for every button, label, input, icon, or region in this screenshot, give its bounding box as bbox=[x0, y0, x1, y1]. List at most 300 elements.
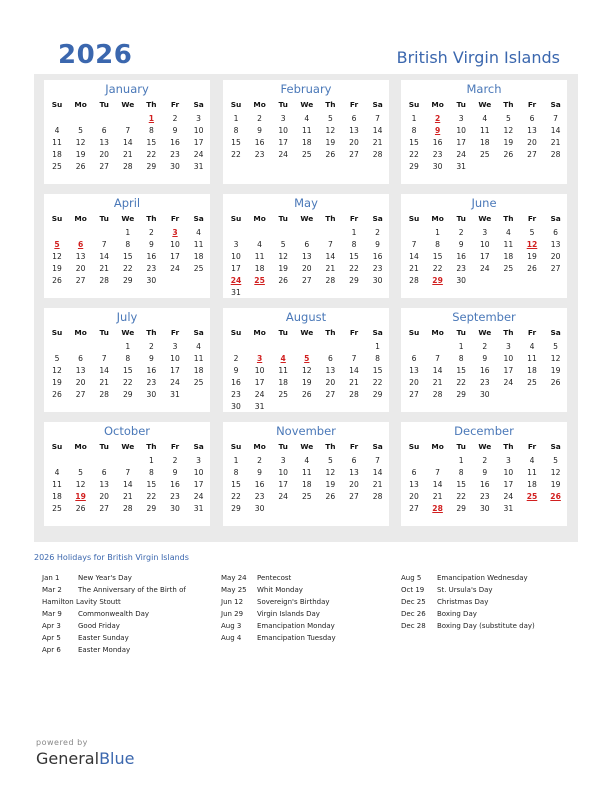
day-cell: 15 bbox=[122, 366, 133, 375]
day-cell: 15 bbox=[372, 366, 383, 375]
holiday-day-cell: 19 bbox=[75, 492, 86, 501]
day-cell: 9 bbox=[458, 240, 464, 249]
day-cell: 2 bbox=[172, 114, 178, 123]
day-cell: 13 bbox=[75, 366, 86, 375]
day-cell: 25 bbox=[52, 162, 62, 171]
month-july bbox=[44, 308, 210, 412]
holiday-date: Apr 6 bbox=[42, 646, 61, 654]
day-cell: 21 bbox=[325, 264, 336, 273]
day-cell: 14 bbox=[432, 366, 443, 375]
weekday-label: Sa bbox=[550, 442, 561, 451]
day-cell: 31 bbox=[503, 504, 514, 513]
brand-blue: Blue bbox=[99, 749, 135, 768]
day-cell: 30 bbox=[432, 162, 443, 171]
day-cell: 9 bbox=[257, 468, 263, 477]
month-name: July bbox=[116, 310, 138, 324]
day-cell: 11 bbox=[527, 468, 537, 477]
day-cell: 12 bbox=[550, 354, 561, 363]
day-cell: 20 bbox=[99, 150, 110, 159]
day-cell: 12 bbox=[301, 366, 312, 375]
holiday-name: Whit Monday bbox=[257, 586, 303, 594]
day-cell: 15 bbox=[456, 480, 467, 489]
day-cell: 21 bbox=[372, 480, 383, 489]
day-cell: 12 bbox=[503, 126, 514, 135]
day-cell: 7 bbox=[411, 240, 417, 249]
weekday-label: Mo bbox=[74, 328, 87, 337]
day-cell: 4 bbox=[505, 228, 511, 237]
weekday-label: We bbox=[300, 328, 314, 337]
day-cell: 19 bbox=[75, 150, 86, 159]
day-cell: 16 bbox=[254, 480, 265, 489]
day-cell: 8 bbox=[148, 126, 154, 135]
day-cell: 12 bbox=[75, 480, 86, 489]
day-cell: 26 bbox=[503, 150, 514, 159]
weekday-label: Fr bbox=[349, 442, 359, 451]
day-cell: 13 bbox=[527, 126, 537, 135]
day-cell: 29 bbox=[122, 276, 133, 285]
weekday-label: Sa bbox=[372, 328, 383, 337]
day-cell: 17 bbox=[170, 366, 180, 375]
weekday-label: Mo bbox=[74, 442, 87, 451]
brand-logo[interactable] bbox=[36, 749, 134, 768]
day-cell: 17 bbox=[456, 138, 467, 147]
holiday-date: May 25 bbox=[221, 586, 247, 594]
day-cell: 28 bbox=[349, 390, 359, 399]
weekday-label: Fr bbox=[170, 328, 180, 337]
weekday-label: Fr bbox=[170, 214, 180, 223]
weekday-label: Su bbox=[408, 214, 420, 223]
weekday-label: Mo bbox=[253, 442, 266, 451]
day-cell: 24 bbox=[479, 264, 490, 273]
day-cell: 6 bbox=[304, 240, 310, 249]
day-cell: 7 bbox=[327, 240, 333, 249]
day-cell: 31 bbox=[193, 504, 204, 513]
holiday-item bbox=[42, 586, 186, 598]
holiday-date: Jun 29 bbox=[221, 610, 244, 618]
day-cell: 21 bbox=[409, 264, 419, 273]
day-cell: 6 bbox=[411, 468, 417, 477]
day-cell: 10 bbox=[170, 240, 180, 249]
day-cell: 5 bbox=[54, 354, 60, 363]
day-cell: 25 bbox=[52, 504, 62, 513]
day-cell: 12 bbox=[550, 468, 561, 477]
weekday-label: Mo bbox=[253, 214, 266, 223]
day-cell: 1 bbox=[125, 342, 131, 351]
holiday-date: Aug 4 bbox=[221, 634, 242, 642]
day-cell: 8 bbox=[148, 468, 154, 477]
day-cell: 17 bbox=[278, 138, 289, 147]
weekday-label: Th bbox=[146, 328, 157, 337]
holiday-day-cell: 3 bbox=[172, 228, 178, 237]
day-cell: 19 bbox=[550, 480, 561, 489]
day-cell: 28 bbox=[122, 504, 133, 513]
weekday-header bbox=[223, 328, 389, 338]
day-cell: 3 bbox=[196, 456, 202, 465]
day-cell: 3 bbox=[196, 114, 202, 123]
day-cell: 25 bbox=[278, 390, 289, 399]
day-cell: 11 bbox=[52, 480, 62, 489]
day-cell: 10 bbox=[254, 366, 265, 375]
holiday-date: Dec 28 bbox=[401, 622, 426, 630]
day-cell: 8 bbox=[125, 354, 131, 363]
day-cell: 5 bbox=[327, 114, 333, 123]
day-cell: 12 bbox=[325, 468, 336, 477]
day-cell: 17 bbox=[193, 138, 204, 147]
day-cell: 16 bbox=[146, 366, 157, 375]
day-cell: 4 bbox=[196, 228, 202, 237]
day-cell: 5 bbox=[327, 456, 333, 465]
day-cell: 14 bbox=[550, 126, 561, 135]
weekday-label: Fr bbox=[527, 100, 537, 109]
day-cell: 12 bbox=[278, 252, 289, 261]
weekday-header bbox=[401, 214, 567, 224]
month-december bbox=[401, 422, 567, 526]
day-cell: 11 bbox=[479, 126, 490, 135]
holiday-name-continued: Hamilton Lavity Stoutt bbox=[42, 598, 121, 606]
weekday-label: We bbox=[121, 442, 135, 451]
day-cell: 13 bbox=[325, 366, 336, 375]
day-cell: 22 bbox=[349, 264, 359, 273]
day-cell: 16 bbox=[146, 252, 157, 261]
day-cell: 11 bbox=[301, 468, 312, 477]
day-cell: 26 bbox=[52, 276, 62, 285]
weekday-label: We bbox=[121, 214, 135, 223]
day-cell: 20 bbox=[409, 492, 419, 501]
day-cell: 7 bbox=[435, 468, 441, 477]
weekday-label: Tu bbox=[278, 214, 288, 223]
weekday-label: Fr bbox=[170, 100, 180, 109]
day-cell: 10 bbox=[170, 354, 180, 363]
day-cell: 10 bbox=[278, 126, 289, 135]
day-cell: 13 bbox=[301, 252, 312, 261]
day-cell: 21 bbox=[432, 492, 443, 501]
day-cell: 11 bbox=[503, 240, 514, 249]
day-cell: 13 bbox=[99, 480, 110, 489]
day-cell: 23 bbox=[146, 264, 157, 273]
day-cell: 7 bbox=[375, 456, 381, 465]
day-cell: 29 bbox=[146, 504, 157, 513]
day-cell: 21 bbox=[122, 492, 133, 501]
day-grid bbox=[223, 228, 389, 300]
holiday-name: Easter Sunday bbox=[78, 634, 129, 642]
weekday-label: We bbox=[300, 214, 314, 223]
day-cell: 25 bbox=[301, 150, 312, 159]
weekday-header bbox=[44, 328, 210, 338]
day-cell: 25 bbox=[527, 378, 537, 387]
day-cell: 28 bbox=[325, 276, 336, 285]
country-title: British Virgin Islands bbox=[396, 48, 560, 67]
day-cell: 28 bbox=[99, 390, 110, 399]
month-november bbox=[223, 422, 389, 526]
day-cell: 2 bbox=[172, 456, 178, 465]
day-cell: 4 bbox=[529, 456, 535, 465]
day-cell: 5 bbox=[78, 468, 84, 477]
day-cell: 16 bbox=[432, 138, 443, 147]
day-cell: 23 bbox=[372, 264, 383, 273]
weekday-label: Tu bbox=[99, 328, 109, 337]
day-cell: 18 bbox=[52, 150, 62, 159]
day-cell: 1 bbox=[148, 456, 154, 465]
day-cell: 29 bbox=[409, 162, 419, 171]
day-cell: 2 bbox=[148, 228, 154, 237]
month-january bbox=[44, 80, 210, 184]
day-cell: 7 bbox=[101, 354, 107, 363]
day-cell: 30 bbox=[456, 276, 467, 285]
month-name: February bbox=[280, 82, 332, 96]
day-cell: 9 bbox=[148, 240, 154, 249]
day-cell: 3 bbox=[172, 342, 178, 351]
day-cell: 16 bbox=[254, 138, 265, 147]
day-cell: 15 bbox=[231, 138, 241, 147]
day-cell: 30 bbox=[146, 276, 157, 285]
day-cell: 7 bbox=[125, 126, 131, 135]
weekday-header bbox=[401, 328, 567, 338]
holiday-day-cell: 26 bbox=[550, 492, 561, 501]
holiday-name: Christmas Day bbox=[437, 598, 489, 606]
weekday-label: Th bbox=[503, 214, 514, 223]
day-cell: 22 bbox=[146, 492, 157, 501]
day-cell: 20 bbox=[325, 378, 336, 387]
day-cell: 8 bbox=[233, 126, 239, 135]
weekday-label: Mo bbox=[431, 100, 444, 109]
weekday-label: We bbox=[300, 442, 314, 451]
day-cell: 27 bbox=[550, 264, 561, 273]
day-cell: 19 bbox=[325, 138, 336, 147]
day-cell: 18 bbox=[301, 138, 312, 147]
day-cell: 11 bbox=[301, 126, 312, 135]
day-cell: 25 bbox=[193, 378, 204, 387]
day-cell: 11 bbox=[527, 354, 537, 363]
day-cell: 4 bbox=[304, 114, 310, 123]
day-cell: 28 bbox=[372, 150, 383, 159]
weekday-label: Mo bbox=[253, 100, 266, 109]
day-cell: 22 bbox=[456, 378, 467, 387]
year-title: 2026 bbox=[58, 40, 133, 70]
day-cell: 23 bbox=[254, 150, 265, 159]
weekday-header bbox=[401, 100, 567, 110]
day-cell: 24 bbox=[503, 492, 514, 501]
day-cell: 18 bbox=[193, 366, 204, 375]
day-cell: 19 bbox=[278, 264, 289, 273]
day-cell: 25 bbox=[479, 150, 490, 159]
day-cell: 27 bbox=[325, 390, 336, 399]
day-cell: 22 bbox=[122, 264, 133, 273]
holiday-item bbox=[42, 622, 121, 634]
day-grid bbox=[44, 342, 210, 414]
day-cell: 16 bbox=[456, 252, 467, 261]
weekday-label: Su bbox=[230, 214, 242, 223]
day-cell: 16 bbox=[170, 480, 180, 489]
weekday-label: Sa bbox=[193, 214, 204, 223]
weekday-label: Tu bbox=[456, 328, 466, 337]
day-cell: 28 bbox=[550, 150, 561, 159]
day-cell: 26 bbox=[325, 492, 336, 501]
day-cell: 19 bbox=[325, 480, 336, 489]
month-name: August bbox=[285, 310, 327, 324]
month-april bbox=[44, 194, 210, 298]
day-cell: 2 bbox=[482, 456, 488, 465]
weekday-header bbox=[44, 100, 210, 110]
day-cell: 24 bbox=[170, 264, 180, 273]
day-cell: 13 bbox=[99, 138, 110, 147]
day-cell: 3 bbox=[505, 456, 511, 465]
day-cell: 7 bbox=[125, 468, 131, 477]
weekday-label: Tu bbox=[456, 214, 466, 223]
holiday-date: Apr 5 bbox=[42, 634, 61, 642]
weekday-label: Fr bbox=[349, 100, 359, 109]
holiday-date: Mar 9 bbox=[42, 610, 62, 618]
day-cell: 30 bbox=[479, 390, 490, 399]
day-cell: 22 bbox=[432, 264, 443, 273]
day-cell: 1 bbox=[458, 342, 464, 351]
weekday-label: Sa bbox=[550, 328, 561, 337]
day-cell: 24 bbox=[254, 390, 265, 399]
day-cell: 1 bbox=[233, 114, 239, 123]
day-cell: 1 bbox=[411, 114, 417, 123]
day-cell: 10 bbox=[456, 126, 467, 135]
day-cell: 27 bbox=[349, 492, 359, 501]
day-cell: 18 bbox=[527, 480, 537, 489]
day-cell: 18 bbox=[479, 138, 490, 147]
weekday-label: Su bbox=[230, 442, 242, 451]
day-cell: 20 bbox=[550, 252, 561, 261]
day-cell: 20 bbox=[349, 138, 359, 147]
day-cell: 31 bbox=[170, 390, 180, 399]
day-cell: 28 bbox=[122, 162, 133, 171]
holiday-name: Sovereign's Birthday bbox=[257, 598, 330, 606]
day-cell: 9 bbox=[482, 354, 488, 363]
weekday-label: Fr bbox=[527, 328, 537, 337]
month-march bbox=[401, 80, 567, 184]
holiday-day-cell: 29 bbox=[432, 276, 443, 285]
day-cell: 15 bbox=[146, 138, 157, 147]
day-cell: 29 bbox=[456, 504, 467, 513]
holiday-day-cell: 28 bbox=[432, 504, 443, 513]
day-cell: 1 bbox=[351, 228, 357, 237]
day-cell: 19 bbox=[301, 378, 312, 387]
day-cell: 17 bbox=[193, 480, 204, 489]
weekday-label: Th bbox=[146, 100, 157, 109]
day-cell: 21 bbox=[432, 378, 443, 387]
day-cell: 18 bbox=[503, 252, 514, 261]
day-cell: 31 bbox=[456, 162, 467, 171]
day-cell: 11 bbox=[193, 354, 204, 363]
day-cell: 26 bbox=[527, 264, 537, 273]
day-cell: 9 bbox=[375, 240, 381, 249]
day-cell: 27 bbox=[527, 150, 537, 159]
day-cell: 21 bbox=[99, 378, 110, 387]
day-cell: 3 bbox=[482, 228, 488, 237]
weekday-label: Mo bbox=[431, 214, 444, 223]
holiday-day-cell: 6 bbox=[77, 240, 84, 249]
holiday-day-cell: 12 bbox=[526, 240, 538, 249]
holiday-date: Mar 2 bbox=[42, 586, 62, 594]
day-cell: 19 bbox=[52, 378, 62, 387]
day-cell: 13 bbox=[349, 468, 359, 477]
day-cell: 20 bbox=[99, 492, 110, 501]
holiday-name: Emancipation Wednesday bbox=[437, 574, 528, 582]
day-cell: 30 bbox=[170, 504, 180, 513]
day-cell: 8 bbox=[458, 354, 464, 363]
day-cell: 23 bbox=[479, 378, 490, 387]
day-cell: 27 bbox=[75, 276, 86, 285]
holiday-name: Good Friday bbox=[78, 622, 120, 630]
day-grid bbox=[44, 114, 210, 186]
day-cell: 2 bbox=[482, 342, 488, 351]
day-cell: 22 bbox=[122, 378, 133, 387]
day-cell: 1 bbox=[233, 456, 239, 465]
weekday-label: Sa bbox=[193, 328, 204, 337]
weekday-label: Mo bbox=[253, 328, 266, 337]
day-cell: 8 bbox=[411, 126, 417, 135]
day-cell: 30 bbox=[170, 162, 180, 171]
day-cell: 12 bbox=[325, 126, 336, 135]
day-cell: 31 bbox=[254, 402, 265, 411]
day-cell: 14 bbox=[99, 366, 110, 375]
day-cell: 31 bbox=[231, 288, 241, 297]
day-cell: 10 bbox=[503, 354, 514, 363]
day-cell: 30 bbox=[254, 504, 265, 513]
day-grid bbox=[44, 456, 210, 528]
weekday-label: Su bbox=[408, 100, 420, 109]
day-cell: 10 bbox=[193, 126, 204, 135]
day-cell: 20 bbox=[409, 378, 419, 387]
day-cell: 24 bbox=[503, 378, 514, 387]
weekday-header bbox=[223, 214, 389, 224]
day-cell: 2 bbox=[257, 114, 263, 123]
holiday-name: New Year's Day bbox=[78, 574, 132, 582]
month-august bbox=[223, 308, 389, 412]
holiday-day-cell: 1 bbox=[148, 114, 155, 123]
day-cell: 30 bbox=[231, 402, 241, 411]
day-cell: 15 bbox=[432, 252, 443, 261]
day-cell: 18 bbox=[278, 378, 289, 387]
weekday-label: Fr bbox=[527, 214, 537, 223]
day-cell: 4 bbox=[196, 342, 202, 351]
day-cell: 13 bbox=[409, 366, 419, 375]
day-cell: 17 bbox=[479, 252, 490, 261]
day-cell: 4 bbox=[54, 468, 60, 477]
day-cell: 7 bbox=[351, 354, 357, 363]
day-cell: 29 bbox=[456, 390, 467, 399]
day-cell: 29 bbox=[372, 390, 383, 399]
day-cell: 24 bbox=[456, 150, 467, 159]
holiday-day-cell: 4 bbox=[280, 354, 286, 363]
day-grid bbox=[401, 114, 567, 186]
day-cell: 30 bbox=[146, 390, 157, 399]
day-cell: 14 bbox=[409, 252, 419, 261]
day-cell: 13 bbox=[409, 480, 419, 489]
weekday-header bbox=[44, 442, 210, 452]
brand-general: General bbox=[36, 749, 100, 768]
weekday-label: We bbox=[478, 100, 492, 109]
weekday-header bbox=[223, 442, 389, 452]
day-cell: 23 bbox=[231, 390, 241, 399]
day-cell: 9 bbox=[172, 468, 178, 477]
day-cell: 2 bbox=[148, 342, 154, 351]
day-cell: 16 bbox=[479, 366, 490, 375]
day-cell: 2 bbox=[257, 456, 263, 465]
day-cell: 27 bbox=[75, 390, 86, 399]
day-cell: 20 bbox=[301, 264, 312, 273]
day-cell: 7 bbox=[101, 240, 107, 249]
day-cell: 11 bbox=[278, 366, 289, 375]
day-cell: 9 bbox=[482, 468, 488, 477]
weekday-label: Tu bbox=[278, 328, 288, 337]
day-cell: 17 bbox=[170, 252, 180, 261]
day-cell: 22 bbox=[456, 492, 467, 501]
day-cell: 28 bbox=[99, 276, 110, 285]
